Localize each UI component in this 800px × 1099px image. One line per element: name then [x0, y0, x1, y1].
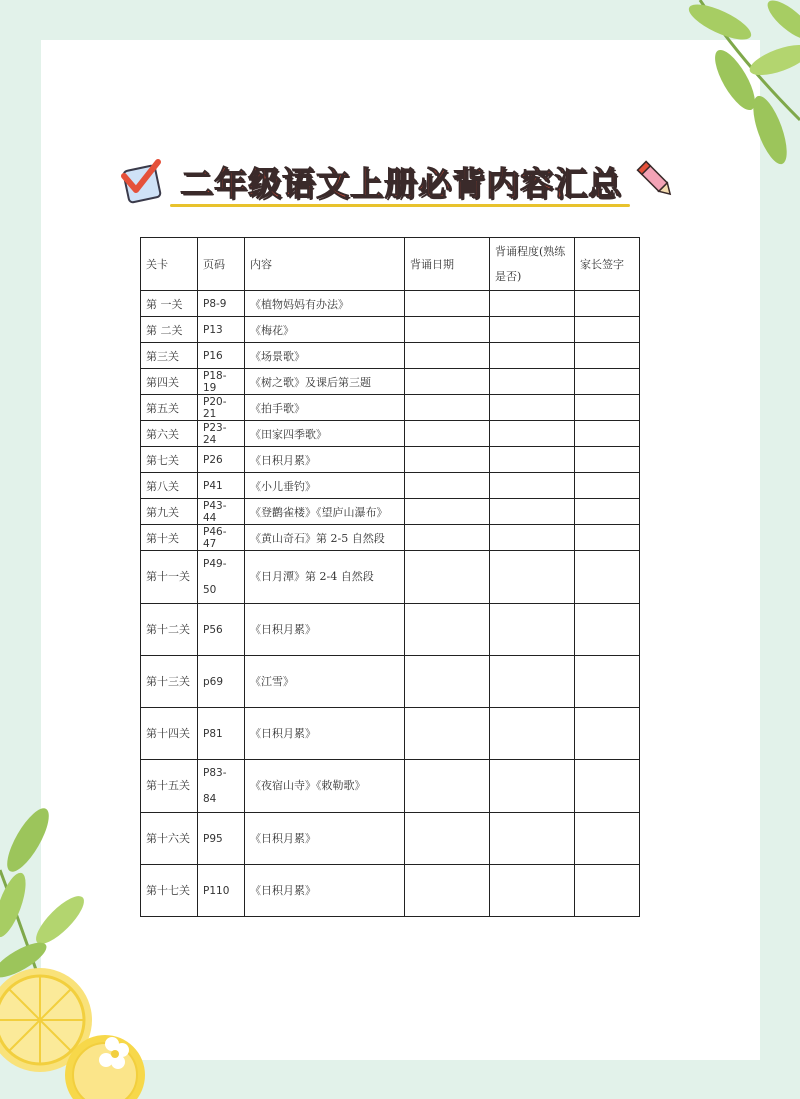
- header-content: 内容: [245, 238, 405, 291]
- proficiency-cell[interactable]: [490, 369, 575, 395]
- signature-cell[interactable]: [575, 369, 640, 395]
- level-cell: 第 二关: [141, 317, 198, 343]
- signature-cell[interactable]: [575, 343, 640, 369]
- header-parent-signature: 家长签字: [575, 238, 640, 291]
- proficiency-cell[interactable]: [490, 499, 575, 525]
- page-cell: P16: [198, 343, 245, 369]
- content-cell: 《日积月累》: [245, 865, 405, 917]
- page-cell: P49-50: [198, 551, 245, 604]
- page-cell: P81: [198, 708, 245, 760]
- date-cell[interactable]: [405, 343, 490, 369]
- table-row: [141, 813, 640, 865]
- level-cell: 第十一关: [141, 551, 198, 604]
- proficiency-cell[interactable]: [490, 291, 575, 317]
- level-cell: 第七关: [141, 447, 198, 473]
- page-cell: P43-44: [198, 499, 245, 525]
- table-row: [141, 317, 640, 343]
- date-cell[interactable]: [405, 656, 490, 708]
- content-cell: 《场景歌》: [245, 343, 405, 369]
- proficiency-cell[interactable]: [490, 604, 575, 656]
- signature-cell[interactable]: [575, 447, 640, 473]
- date-cell[interactable]: [405, 865, 490, 917]
- proficiency-cell[interactable]: [490, 760, 575, 813]
- level-cell: 第四关: [141, 369, 198, 395]
- signature-cell[interactable]: [575, 865, 640, 917]
- recitation-table: [140, 237, 640, 917]
- date-cell[interactable]: [405, 421, 490, 447]
- content-cell: 《夜宿山寺》《敕勒歌》: [245, 760, 405, 813]
- table-row: [141, 865, 640, 917]
- level-cell: 第 一关: [141, 291, 198, 317]
- content-cell: 《日积月累》: [245, 813, 405, 865]
- table-row: [141, 473, 640, 499]
- page-cell: P46-47: [198, 525, 245, 551]
- proficiency-cell[interactable]: [490, 708, 575, 760]
- table-row: [141, 760, 640, 813]
- proficiency-cell[interactable]: [490, 813, 575, 865]
- content-cell: 《日积月累》: [245, 604, 405, 656]
- date-cell[interactable]: [405, 525, 490, 551]
- date-cell[interactable]: [405, 447, 490, 473]
- date-cell[interactable]: [405, 473, 490, 499]
- page-title: 二年级语文上册必背内容汇总: [180, 164, 622, 203]
- checkmark-notepad-icon: [120, 158, 166, 204]
- proficiency-cell[interactable]: [490, 421, 575, 447]
- date-cell[interactable]: [405, 604, 490, 656]
- header-level: 关卡: [141, 238, 198, 291]
- level-cell: 第三关: [141, 343, 198, 369]
- level-cell: 第十六关: [141, 813, 198, 865]
- signature-cell[interactable]: [575, 604, 640, 656]
- content-cell: 《登鹳雀楼》《望庐山瀑布》: [245, 499, 405, 525]
- title-banner: [118, 152, 678, 216]
- page-cell: P18-19: [198, 369, 245, 395]
- table-row: [141, 525, 640, 551]
- content-cell: 《梅花》: [245, 317, 405, 343]
- date-cell[interactable]: [405, 395, 490, 421]
- signature-cell[interactable]: [575, 551, 640, 604]
- level-cell: 第十四关: [141, 708, 198, 760]
- table-row: [141, 369, 640, 395]
- page-cell: P23-24: [198, 421, 245, 447]
- signature-cell[interactable]: [575, 656, 640, 708]
- table-row: [141, 656, 640, 708]
- level-cell: 第十五关: [141, 760, 198, 813]
- content-cell: 《植物妈妈有办法》: [245, 291, 405, 317]
- level-cell: 第五关: [141, 395, 198, 421]
- table-row: [141, 499, 640, 525]
- page-cell: P95: [198, 813, 245, 865]
- table-row: [141, 291, 640, 317]
- header-proficiency: 背诵程度(熟练是否): [490, 238, 575, 291]
- date-cell[interactable]: [405, 551, 490, 604]
- table-row: [141, 395, 640, 421]
- content-cell: 《日积月累》: [245, 708, 405, 760]
- signature-cell[interactable]: [575, 473, 640, 499]
- signature-cell[interactable]: [575, 499, 640, 525]
- table-row: [141, 708, 640, 760]
- signature-cell[interactable]: [575, 291, 640, 317]
- signature-cell[interactable]: [575, 525, 640, 551]
- page-cell: P26: [198, 447, 245, 473]
- signature-cell[interactable]: [575, 708, 640, 760]
- proficiency-cell[interactable]: [490, 395, 575, 421]
- content-cell: 《日月潭》第 2-4 自然段: [245, 551, 405, 604]
- title-underline: [170, 204, 630, 207]
- table-row: [141, 604, 640, 656]
- table-header-row: [141, 238, 640, 291]
- level-cell: 第十二关: [141, 604, 198, 656]
- signature-cell[interactable]: [575, 760, 640, 813]
- page-cell: P110: [198, 865, 245, 917]
- page-cell: P83-84: [198, 760, 245, 813]
- content-cell: 《黄山奇石》第 2-5 自然段: [245, 525, 405, 551]
- table-row: [141, 551, 640, 604]
- signature-cell[interactable]: [575, 421, 640, 447]
- content-cell: 《小儿垂钓》: [245, 473, 405, 499]
- date-cell[interactable]: [405, 317, 490, 343]
- pencil-icon: [634, 158, 678, 202]
- content-cell: 《江雪》: [245, 656, 405, 708]
- table-row: [141, 447, 640, 473]
- proficiency-cell[interactable]: [490, 656, 575, 708]
- proficiency-cell[interactable]: [490, 317, 575, 343]
- content-cell: 《日积月累》: [245, 447, 405, 473]
- level-cell: 第十三关: [141, 656, 198, 708]
- header-page: 页码: [198, 238, 245, 291]
- page-cell: P56: [198, 604, 245, 656]
- proficiency-cell[interactable]: [490, 865, 575, 917]
- proficiency-cell[interactable]: [490, 525, 575, 551]
- signature-cell[interactable]: [575, 395, 640, 421]
- page-cell: P8-9: [198, 291, 245, 317]
- signature-cell[interactable]: [575, 813, 640, 865]
- content-cell: 《树之歌》及课后第三题: [245, 369, 405, 395]
- page-cell: P13: [198, 317, 245, 343]
- date-cell[interactable]: [405, 369, 490, 395]
- proficiency-cell[interactable]: [490, 551, 575, 604]
- level-cell: 第六关: [141, 421, 198, 447]
- level-cell: 第八关: [141, 473, 198, 499]
- date-cell[interactable]: [405, 291, 490, 317]
- table-row: [141, 343, 640, 369]
- page-cell: P41: [198, 473, 245, 499]
- date-cell[interactable]: [405, 499, 490, 525]
- signature-cell[interactable]: [575, 317, 640, 343]
- level-cell: 第九关: [141, 499, 198, 525]
- proficiency-cell[interactable]: [490, 343, 575, 369]
- page-cell: P20-21: [198, 395, 245, 421]
- level-cell: 第十关: [141, 525, 198, 551]
- date-cell[interactable]: [405, 760, 490, 813]
- proficiency-cell[interactable]: [490, 473, 575, 499]
- content-cell: 《拍手歌》: [245, 395, 405, 421]
- date-cell[interactable]: [405, 708, 490, 760]
- page-cell: p69: [198, 656, 245, 708]
- proficiency-cell[interactable]: [490, 447, 575, 473]
- date-cell[interactable]: [405, 813, 490, 865]
- table-row: [141, 421, 640, 447]
- level-cell: 第十七关: [141, 865, 198, 917]
- header-recite-date: 背诵日期: [405, 238, 490, 291]
- content-cell: 《田家四季歌》: [245, 421, 405, 447]
